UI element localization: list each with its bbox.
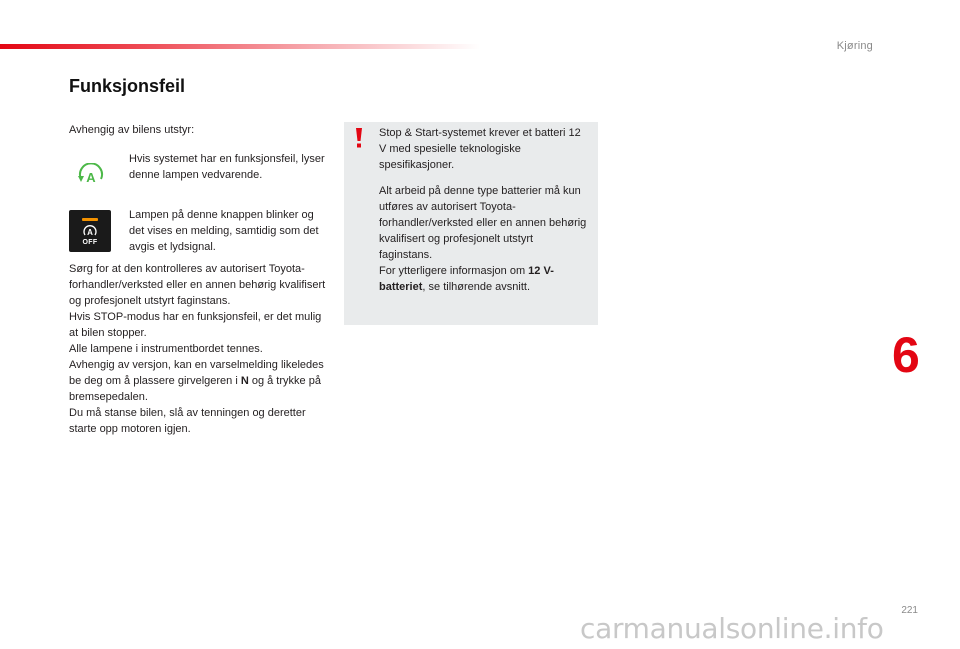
gear-n-label: N <box>240 375 249 387</box>
page-number: 221 <box>901 605 918 616</box>
header-accent-bar <box>0 44 480 49</box>
auto-a-icon <box>81 224 99 238</box>
button-description: Lampen på denne knappen blinker og det vises en melding, samtidig som det avgis et lydsignal. <box>129 209 319 253</box>
note-paragraph: Alt arbeid på denne type batterier må kun utføres av autorisert Toyota-forhandler/verksted eller en annen behørig kvalifisert og profesjonelt utstyrt faginstans. For ytterligere informasjon om 12 V-batteriet, se tilhørende avsnitt. <box>379 185 587 293</box>
body-line: Du må stanse bilen, slå av tenningen og deretter starte opp motoren igjen. <box>69 407 306 435</box>
auto-stop-start-warning-icon <box>76 163 106 187</box>
body-line: Alle lampene i instrumentbordet tennes. <box>69 343 263 355</box>
body-line: Hvis STOP-modus har en funksjonsfeil, er det mulig at bilen stopper. <box>69 311 322 339</box>
note-paragraph: Stop & Start-systemet krever et batteri 12 V med spesielle teknologiske spesifikasjoner. <box>379 127 581 171</box>
button-indicator-light <box>82 218 98 221</box>
body-text <box>69 261 329 437</box>
warning-note-box <box>344 122 598 325</box>
body-line: Sørg for at den kontrolleres av autorisert Toyota-forhandler/verksted eller en annen behørig kvalifisert og profesjonelt utstyrt faginstans. <box>69 263 326 307</box>
button-off-label: OFF <box>82 239 98 246</box>
intro-text: Avhengig av bilens utstyr: <box>69 124 195 136</box>
stop-start-off-button-icon <box>69 210 111 252</box>
body-line: Avhengig av versjon, kan en varselmelding likeledes be deg om å plassere girvelgeren i N og å trykke på bremsepedalen. <box>69 359 324 403</box>
page-heading: Funksjonsfeil <box>69 76 186 96</box>
section-title: Kjøring <box>836 40 873 52</box>
chapter-number: 6 <box>892 327 920 383</box>
indicator-description: Hvis systemet har en funksjonsfeil, lyser denne lampen vedvarende. <box>129 153 325 181</box>
exclamation-warning-icon <box>354 128 364 148</box>
battery-link-text: 12 V-batteriet <box>379 265 554 293</box>
svg-text:A: A <box>87 228 93 237</box>
watermark: carmanualsonline.info <box>580 612 884 645</box>
svg-text:A: A <box>86 170 96 185</box>
